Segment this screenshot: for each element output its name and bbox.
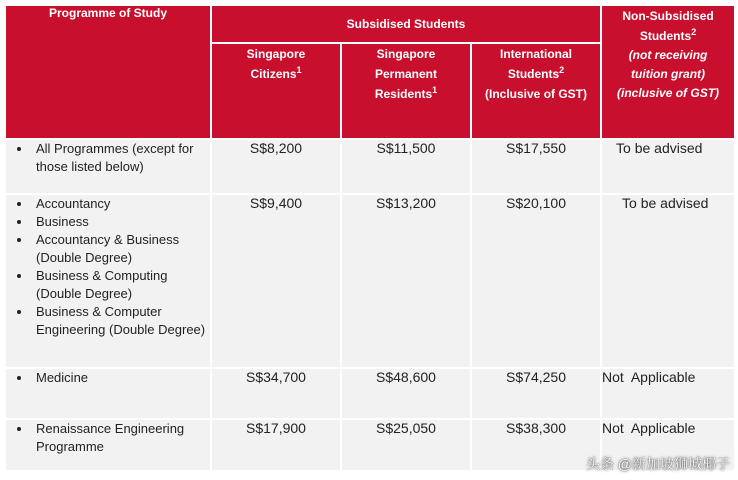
nonsub-line3: (not receiving <box>628 48 708 62</box>
table-row <box>5 194 735 368</box>
non-subsidised-fee: Not Applicable <box>601 368 735 419</box>
programme-cell <box>5 194 211 368</box>
nonsub-line1: Non-Subsidised <box>622 9 714 23</box>
pr-fee: S$13,200 <box>341 194 471 368</box>
nonsub-line2 <box>602 26 734 46</box>
nonsub-line4: tuition grant) <box>631 67 706 81</box>
programme-of-study-header <box>5 5 211 139</box>
programme-list <box>6 369 210 387</box>
list-item: • Business & Computing (Double Degree) <box>32 267 210 303</box>
citizens-fee: S$34,700 <box>211 368 341 419</box>
list-item: • Business & Computer Engineering (Double Degree) <box>32 303 210 339</box>
sc-line1: Singapore <box>246 47 306 61</box>
citizens-fee: S$8,200 <box>211 139 341 194</box>
programme-header-label: Programme of Study <box>48 6 168 20</box>
list-item: • Business <box>32 213 210 231</box>
list-item: • All Programmes (except for those listed below) <box>32 140 210 176</box>
sc-footnote-sup: 1 <box>296 65 302 75</box>
pr-line3-text: Residents <box>374 87 433 101</box>
international-fee: S$74,250 <box>471 368 601 419</box>
intl-line3: (Inclusive of GST) <box>485 87 588 101</box>
intl-footnote-sup: 2 <box>559 65 565 75</box>
programme-list <box>6 420 210 456</box>
non-subsidised-fee: To be advised <box>601 139 735 194</box>
intl-line2 <box>472 64 600 84</box>
list-item: • Accountancy <box>32 195 210 213</box>
non-subsidised-students-header <box>601 5 735 139</box>
nonsub-line2-text: Students <box>639 29 692 43</box>
pr-footnote-sup: 1 <box>432 85 438 95</box>
non-subsidised-fee: To be advised <box>601 194 735 368</box>
list-item: • Medicine <box>32 369 210 387</box>
international-fee: S$20,100 <box>471 194 601 368</box>
international-students-header <box>471 43 601 139</box>
non-subsidised-fee: Not Applicable <box>601 419 735 471</box>
citizens-fee: S$9,400 <box>211 194 341 368</box>
pr-fee: S$11,500 <box>341 139 471 194</box>
intl-line1: International <box>500 47 573 61</box>
programme-cell <box>5 139 211 194</box>
nonsub-footnote-sup: 2 <box>691 27 697 37</box>
subsidised-students-header <box>211 5 601 43</box>
singapore-pr-header <box>341 43 471 139</box>
singapore-citizens-header <box>211 43 341 139</box>
sc-line2-text: Citizens <box>250 67 297 81</box>
list-item: • Accountancy & Business (Double Degree) <box>32 231 210 267</box>
pr-line3 <box>342 84 470 104</box>
programme-cell <box>5 419 211 471</box>
table-row <box>5 368 735 419</box>
programme-list <box>6 195 210 339</box>
subsidised-header-label: Subsidised Students <box>346 17 466 31</box>
citizens-fee: S$17,900 <box>211 419 341 471</box>
pr-line1: Singapore <box>376 47 436 61</box>
international-fee: S$38,300 <box>471 419 601 471</box>
sc-line2 <box>212 64 340 84</box>
pr-fee: S$25,050 <box>341 419 471 471</box>
watermark-text: 头条 @新加坡狮城椰子 <box>585 456 730 472</box>
tuition-fees-table <box>4 4 736 472</box>
nonsub-line5: (inclusive of GST) <box>617 86 720 100</box>
pr-line2: Permanent <box>374 67 438 81</box>
programme-list <box>6 140 210 176</box>
intl-line2-text: Students <box>507 67 560 81</box>
programme-cell <box>5 368 211 419</box>
international-fee: S$17,550 <box>471 139 601 194</box>
pr-fee: S$48,600 <box>341 368 471 419</box>
table-row <box>5 139 735 194</box>
list-item: • Renaissance Engineering Programme <box>32 420 210 456</box>
header-row-top <box>5 5 735 43</box>
